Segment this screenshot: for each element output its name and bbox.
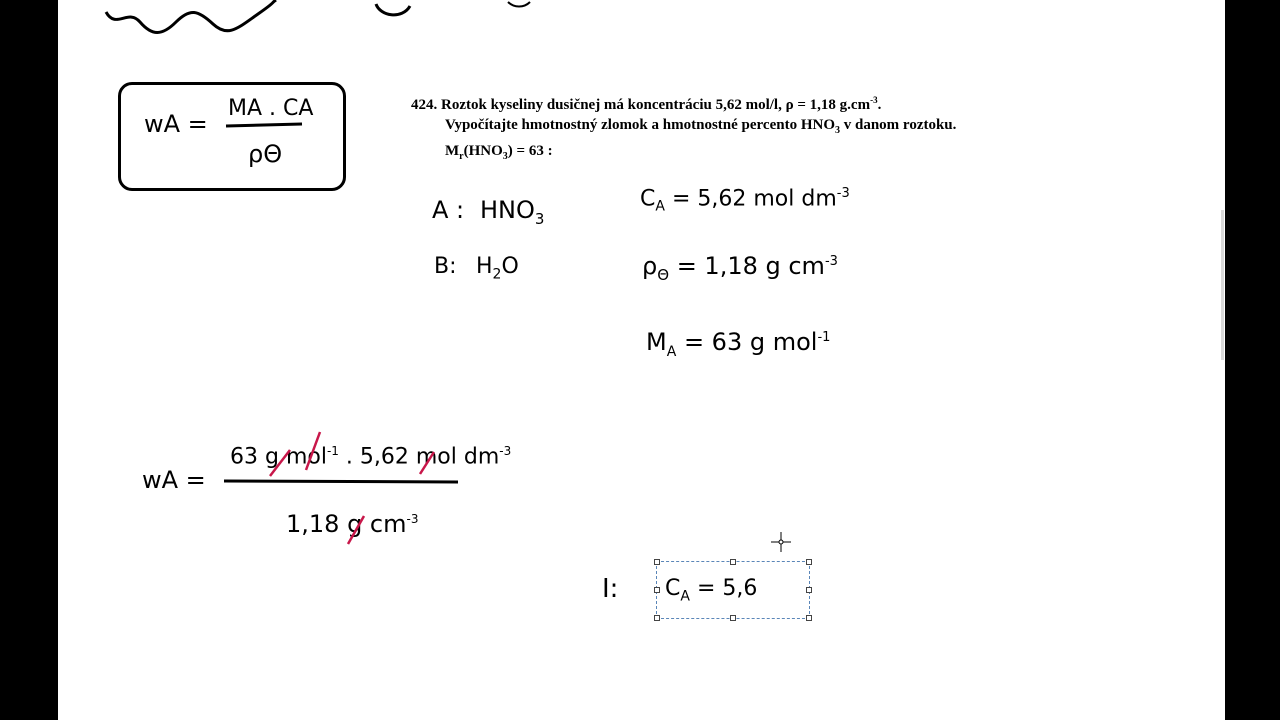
calc-lhs: wA = — [142, 466, 206, 494]
whiteboard-page[interactable] — [58, 0, 1225, 720]
given-ca: $C_A = 5,62$ mol $dm^{-3}$ — [640, 186, 850, 215]
calc-denominator: 1,18 g $cm^{-3}$ — [286, 510, 419, 538]
value-b: $H_2O$ — [476, 254, 519, 283]
label-i: I: — [602, 574, 619, 604]
scrollbar-thumb[interactable] — [1221, 210, 1224, 360]
problem-line3: $M_r(HNO_3) = 63$ : — [445, 143, 553, 162]
given-ma: $M_A = 63$ g mol$^{-1}$ — [646, 328, 831, 360]
label-a: A : — [432, 196, 465, 224]
problem-number: 424. — [411, 97, 438, 113]
box-denominator: ρΘ — [248, 140, 283, 168]
box-lhs: wA = — [144, 110, 208, 138]
move-cursor-icon — [58, 0, 1225, 720]
calc-numerator: 63 g mol$^{-1}$ . 5,62 mol $dm^{-3}$ — [230, 444, 512, 470]
given-rho: $\rho_\Theta = 1,18$ g $cm^{-3}$ — [642, 252, 838, 284]
box-numerator: MA . CA — [228, 96, 314, 121]
selected-ca-text: $C_A = 5,6$ — [665, 576, 758, 605]
problem-line1: Roztok kyseliny dusičnej má koncentráciu 5,62 mol/l, ρ = 1,18 $g.cm^{-3}$. — [441, 95, 882, 113]
problem-line2: Vypočítajte hmotnostný zlomok a hmotnostné percento $HNO_3$ v danom roztoku. — [445, 117, 957, 136]
label-b: B: — [434, 254, 457, 279]
value-a: $HNO_3$ — [480, 196, 545, 228]
